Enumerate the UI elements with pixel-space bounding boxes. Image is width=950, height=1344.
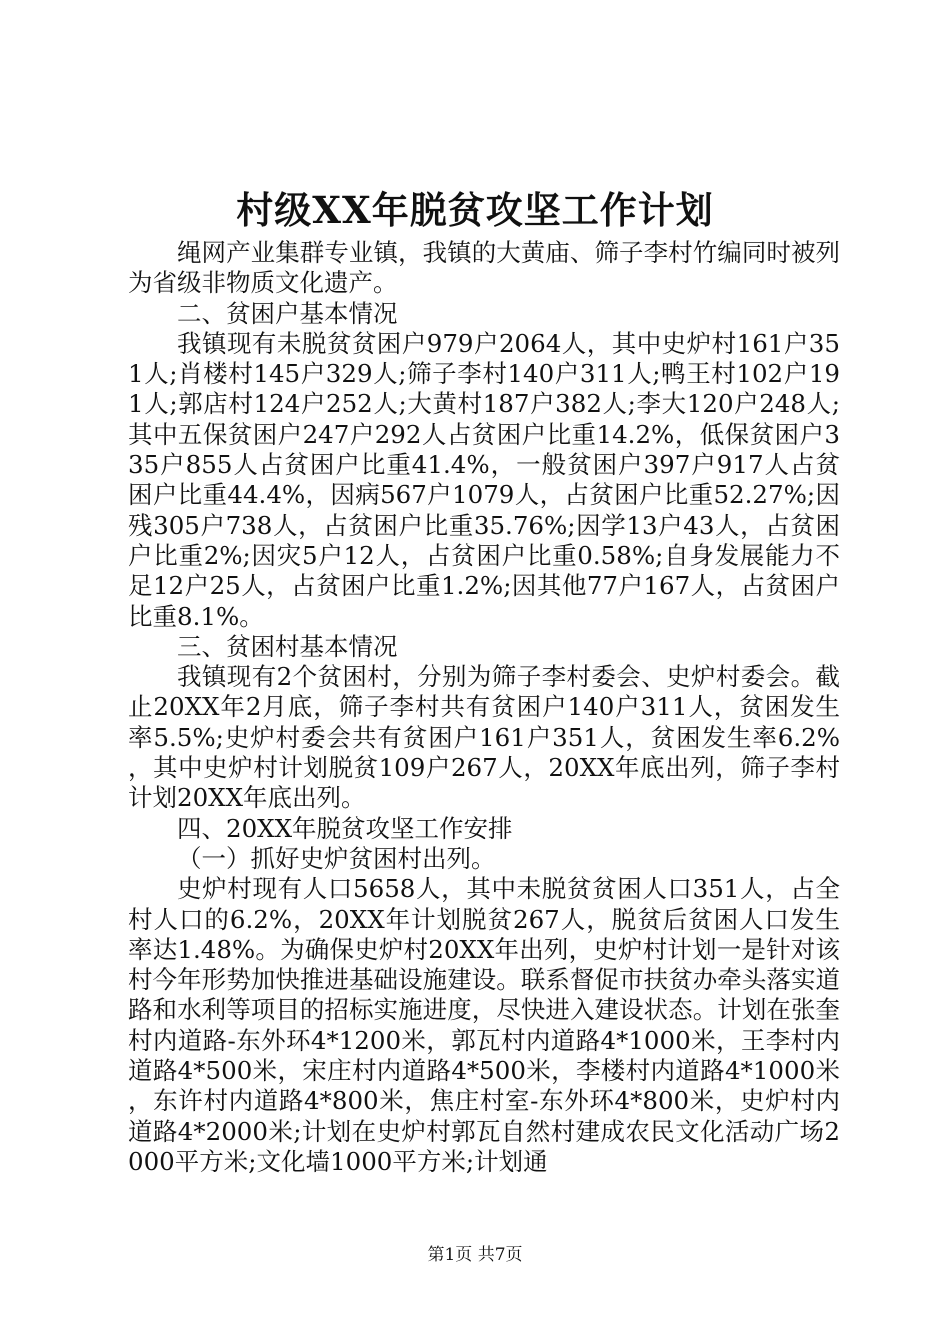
document-body xyxy=(128,238,840,1177)
subsection-heading-shilu: （一）抓好史炉贫困村出列。 xyxy=(177,843,496,873)
paragraph-shilu: 史炉村现有人口5658人，其中未脱贫贫困人口351人，占全村人口的6.2%，20XX年计划脱贫267人，脱贫后贫困人口发生率达1.48%。为确保史炉村20XX年出列，史炉村计划一是针对该村今年形势加快推进基础设施建设。联系督促市扶贫办牵头落实道路和水利等项目的招标实施进度，尽快进入建设状态。计划在张奎村内道路-东外环4*1200米，郭瓦村内道路4*1000米，王李村内道路4*500米，宋庄村内道路4*500米，李楼村内道路4*1000米，东许村内道路4*800米，焦庄村室-东外环4*800米，史炉村内道路4*2000米;计划在史炉村郭瓦自然村建成农民文化活动广场2000平方米;文化墙1000平方米;计划通 xyxy=(128,874,840,1176)
section-heading-arrangements: 四、20XX年脱贫攻坚工作安排 xyxy=(177,813,513,843)
paragraph-intro: 绳网产业集群专业镇，我镇的大黄庙、筛子李村竹编同时被列为省级非物质文化遗产。 xyxy=(128,238,840,298)
document-title: 村级XX年脱贫攻坚工作计划 xyxy=(236,188,714,232)
paragraph-villages: 我镇现有2个贫困村，分别为筛子李村委会、史炉村委会。截止20XX年2月底，筛子李村共有贫困户140户311人，贫困发生率5.5%;史炉村委会共有贫困户161户351人，贫困发生率6.2%，其中史炉村计划脱贫109户267人，20XX年底出列，筛子李村计划20XX年底出列。 xyxy=(128,662,840,813)
paragraph-households: 我镇现有未脱贫贫困户979户2064人，其中史炉村161户351人;肖楼村145户329人;筛子李村140户311人;鸭王村102户191人;郭店村124户252人;大黄村187户382人;李大120户248人;其中五保贫困户247户292人占贫困户比重14.2%，低保贫困户335户855人占贫困户比重41.4%，一般贫困户397户917人占贫困户比重44.4%，因病567户1079人，占贫困户比重52.27%;因残305户738人，占贫困户比重35.76%;因学13户43人，占贫困户比重2%;因灾5户12人，占贫困户比重0.58%;自身发展能力不足12户25人，占贫困户比重1.2%;因其他77户167人，占贫困户比重8.1%。 xyxy=(128,328,840,631)
section-heading-villages: 三、贫困村基本情况 xyxy=(177,631,398,661)
section-heading-households: 二、贫困户基本情况 xyxy=(177,298,398,328)
page-footer: 第1页 共7页 xyxy=(427,1245,523,1265)
